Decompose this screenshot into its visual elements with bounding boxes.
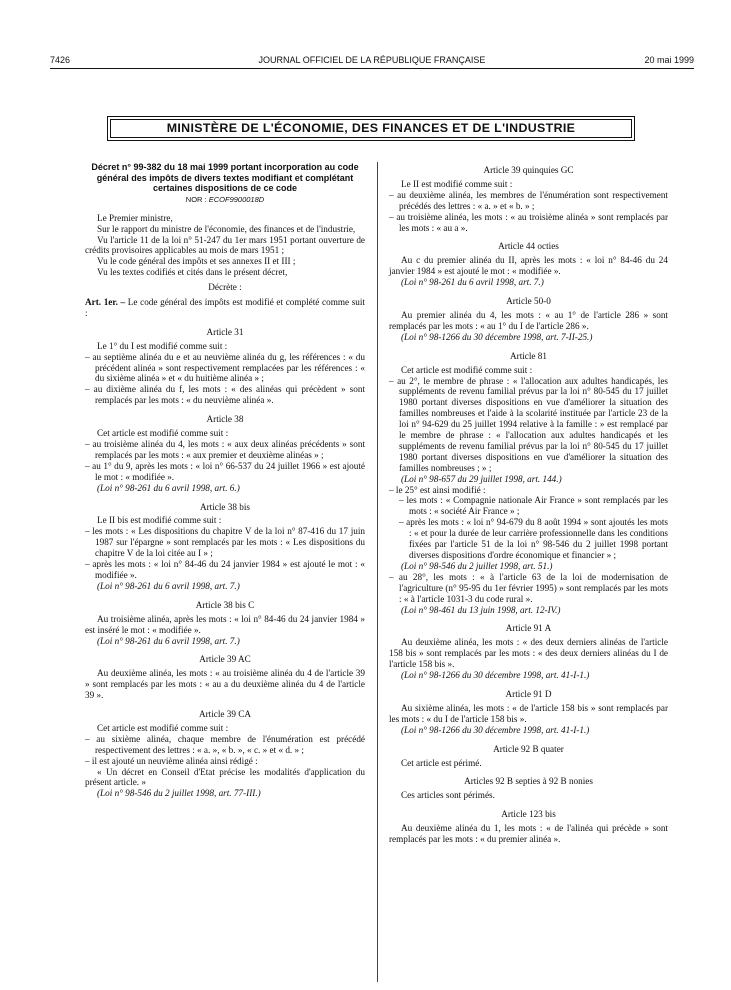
page-header [50,55,694,69]
article-heading: Article 44 octies [498,241,559,252]
list-item: – les mots : « Les dispositions du chapitre V de la loi n° 87-416 du 17 juin 1987 sur l'épargne » sont remplacés par les mots : « Les dispositions du chapitre V de la loi citée au I » ; [85,526,365,559]
list-item: – au 28°, les mots : « à l'article 63 de la loi de modernisation de l'agriculture (n° 95-95 du 1er février 1995) » sont remplacés par les mots : « à l'article 1031-3 du code rural ». [389,571,668,604]
law-reference: (Loi n° 98-546 du 2 juillet 1998, art. 77-III.) [97,788,261,799]
preamble-line: Vu le code général des impôts et ses annexes II et III ; [97,256,296,267]
article-1-label: Art. 1er. – [85,297,126,308]
article-text: Ces articles sont périmés. [401,790,495,801]
header-rule [50,68,694,69]
list-item: – au deuxième alinéa, les membres de l'énumération sont respectivement précédés des lettres : « a. » et « b. » ; [389,189,668,211]
list-item: – au 2°, le membre de phrase : « l'allocation aux adultes handicapés, les suppléments de revenu familial prévus par la loi n° 80-545 du 17 juillet 1980 portant diverses dispositions en vue d'améliorer la situation des familles nombreuses et l'aide à la scolarité instituée par l'article 23 de la loi n° 94-629 du 25 juillet 1994 relative à la famille : » est remplacé par le membre de phrase : « l'allocation aux adultes handicapés et les suppléments de revenu familial prévus par la loi n° 80-545 du 17 juillet 1980 portant diverses dispositions en vue d'améliorer la situation des familles nombreuses ; » ; [389,375,668,473]
law-reference: (Loi n° 98-261 du 6 avril 1998, art. 7.) [401,277,544,288]
article-intro: Cet article est modifié comme suit : [97,428,229,439]
list-item: – au dixième alinéa du f, les mots : « des alinéas qui précèdent » sont remplacés par les mots : « du neuvième alinéa ». [85,384,365,406]
article-heading: Article 92 B quater [493,743,564,754]
article-text: Au deuxième alinéa, les mots : « au troisième alinéa du 4 de l'article 39 » sont remplacés par les mots : « au a du deuxième alinéa du 4 de l'article 39 ». [85,668,365,701]
article-heading: Articles 92 B septies à 92 B nonies [464,776,593,787]
nor-label: NOR : [185,194,207,204]
list-item: – il est ajouté un neuvième alinéa ainsi rédigé : [85,755,258,766]
sub-list-item: – après les mots : « loi n° 94-679 du 8 août 1994 » sont ajoutés les mots : « et pour la durée de leur carrière professionnelle dans les conditions fixées par l'article 51 de la loi n° 98-546 du 2 juillet 1998 portant diverses dispositions d'ordre économique et financier » ; [399,517,668,560]
article-intro: Le II bis est modifié comme suit : [97,515,222,526]
list-item: – après les mots : « loi n° 84-46 du 24 janvier 1984 » est ajouté le mot : « modifiée ». [85,559,365,580]
article-text: Au sixième alinéa, les mots : « de l'article 158 bis » sont remplacés par les mots : « du I de l'article 158 bis ». [389,702,668,724]
right-column [389,162,668,845]
article-heading: Article 39 quinquies GC [483,165,574,175]
nor-reference [85,195,365,206]
article-text: Au troisième alinéa, après les mots : « loi n° 84-46 du 24 janvier 1984 » est inséré le mot : « modifiée ». [85,613,365,635]
nor-code: ECOF9900018D [208,194,265,204]
article-heading: Article 38 bis C [195,599,255,610]
issue-date: 20 mai 1999 [644,55,694,65]
list-item: – au 1° du 9, après les mots : « loi n° 66-537 du 24 juillet 1966 » est ajouté le mot : « modifiée ». [85,460,365,482]
law-reference: (Loi n° 98-461 du 13 juin 1998, art. 12-IV.) [401,604,561,615]
law-reference: (Loi n° 98-1266 du 30 décembre 1998, art. 41-I-1.) [401,724,590,735]
article-text: Au c du premier alinéa du II, après les mots : « loi n° 84-46 du 24 janvier 1984 » est ajouté le mot : « modifiée ». [389,255,668,277]
journal-title: JOURNAL OFFICIEL DE LA RÉPUBLIQUE FRANÇAISE [258,55,486,65]
list-item: – au sixième alinéa, chaque membre de l'énumération est précédé respectivement des lettres : « a. », « b. », « c. » et « d. » ; [85,733,365,755]
sub-list-item: – les mots : « Compagnie nationale Air France » sont remplacés par les mots : « société Air France » ; [399,495,668,517]
article-text: Au deuxième alinéa, les mots : « des deux derniers alinéas de l'article 158 bis » sont remplacés par les mots : « des deux derniers alinéas du I de l'article 158 bis ». [389,637,668,670]
article-heading: Article 123 bis [501,809,556,820]
article-text: Au deuxième alinéa du 1, les mots : « de l'alinéa qui précède » sont remplacés par les mots : « du premier alinéa ». [389,823,668,845]
quoted-text: « Un décret en Conseil d'Etat précise les modalités d'application du présent article. » [85,766,365,788]
article-heading: Article 50-0 [506,296,551,307]
decrete-line: Décrète : [208,282,242,293]
law-reference: (Loi n° 98-1266 du 30 décembre 1998, art. 41-I-1.) [401,670,590,681]
article-heading: Article 39 AC [199,654,251,665]
article-heading: Article 39 CA [198,709,252,720]
article-intro: Cet article est modifié comme suit : [97,722,229,733]
decree-title: Décret n° 99-382 du 18 mai 1999 portant incorporation au code général des impôts de divers textes modifiant et complétant certaines dispositions de ce code [91,162,359,194]
article-text: Cet article est périmé. [401,757,482,768]
preamble-line: Vu les textes codifiés et cités dans le présent décret, [97,267,288,278]
law-reference: (Loi n° 98-261 du 6 avril 1998, art. 7.) [97,635,240,646]
article-text: Au premier alinéa du 4, les mots : « au 1° de l'article 286 » sont remplacés par les mots : « au 1° du I de l'article 286 ». [389,309,668,331]
article-1 [85,297,365,319]
law-reference: (Loi n° 98-657 du 29 juillet 1998, art. 144.) [401,473,562,484]
article-heading: Article 31 [206,326,244,337]
law-reference: (Loi n° 98-546 du 2 juillet 1998, art. 51.) [401,560,553,571]
law-reference: (Loi n° 98-1266 du 30 décembre 1998, art. 7-II-25.) [401,331,593,342]
preamble-line: Vu l'article 11 de la loi n° 51-247 du 1er mars 1951 portant ouverture de crédits provisoires applicables au mois de mars 1951 ; [85,234,365,256]
law-reference: (Loi n° 98-261 du 6 avril 1998, art. 6.) [97,482,240,493]
preamble-line: Le Premier ministre, [97,212,173,223]
article-intro: Le 1° du I est modifié comme suit : [97,340,228,351]
list-item: – au troisième alinéa, les mots : « au troisième alinéa » sont remplacés par les mots : « au a ». [389,211,668,233]
ministry-heading: MINISTÈRE DE L'ÉCONOMIE, DES FINANCES ET DE L'INDUSTRIE [110,119,632,138]
article-heading: Article 38 bis [199,501,250,512]
ministry-box [107,116,635,141]
preamble-line: Sur le rapport du ministre de l'économie, des finances et de l'industrie, [97,223,356,234]
page-number: 7426 [50,55,71,65]
left-column [85,162,365,799]
article-intro: Le II est modifié comme suit : [401,178,513,189]
list-item: – au troisième alinéa du 4, les mots : « aux deux alinéas précédents » sont remplacés par les mots : « aux premier et deuxième alinéas » ; [85,439,365,460]
article-1-text: Le code général des impôts est modifié et complété comme suit : [85,297,365,318]
list-item: – le 25° est ainsi modifié : [389,484,486,495]
article-heading: Article 91 A [505,623,552,634]
article-heading: Article 38 [206,414,244,425]
article-heading: Article 91 D [505,688,552,699]
law-reference: (Loi n° 98-261 du 6 avril 1998, art. 7.) [97,580,240,591]
list-item: – au septième alinéa du e et au neuvième alinéa du g, les références : « du précédent alinéa » sont respectivement remplacées par les références : « du sixième alinéa » et « du huitième alinéa » ; [85,351,365,384]
column-divider [377,162,378,982]
article-intro: Cet article est modifié comme suit : [401,364,533,375]
article-heading: Article 81 [510,350,547,361]
